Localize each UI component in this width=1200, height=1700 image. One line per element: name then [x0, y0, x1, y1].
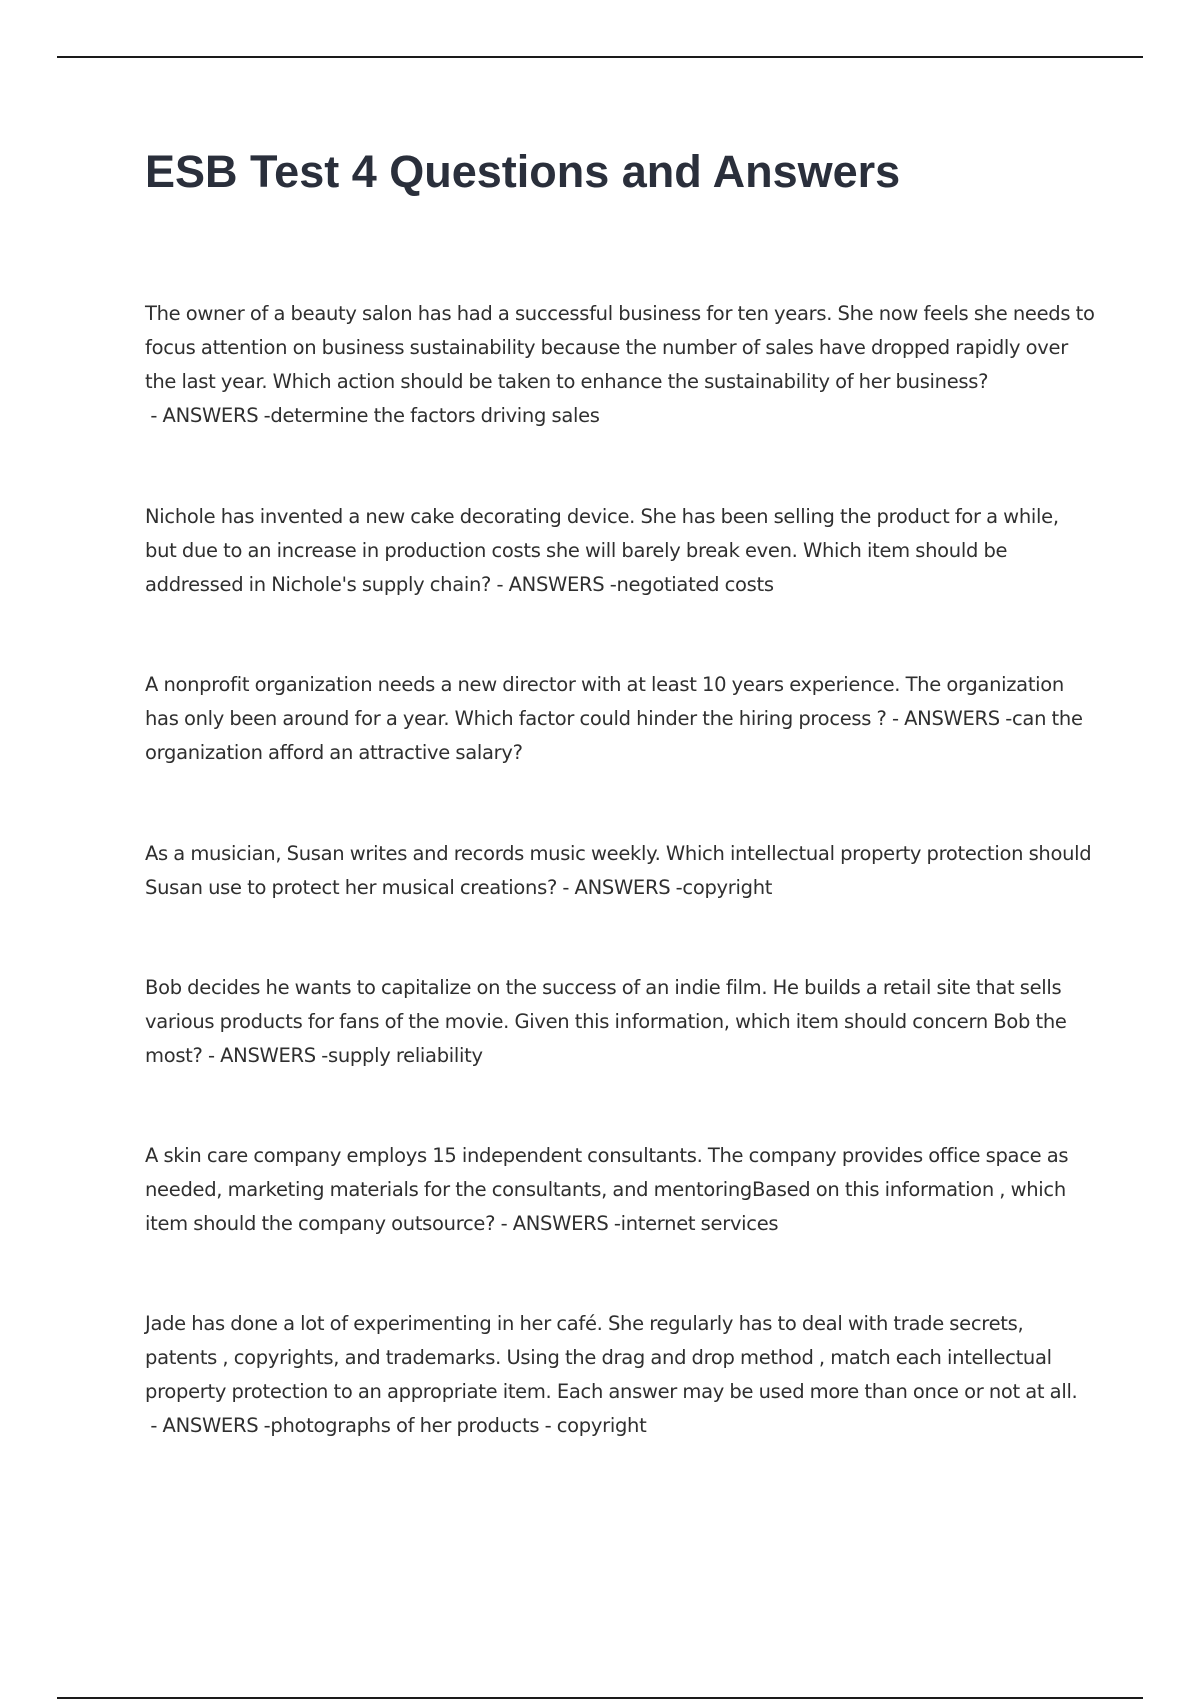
- qa-item: [145, 500, 1095, 602]
- answer-marker: - ANSWERS -: [495, 1212, 621, 1235]
- question-text: As a musician, Susan writes and records music weekly. Which intellectual property protection should Susan use to protect her musical creations?: [145, 842, 1092, 899]
- page-title: ESB Test 4 Questions and Answers: [145, 146, 901, 197]
- answer-marker: - ANSWERS -: [202, 1044, 328, 1067]
- top-rule: [57, 56, 1143, 58]
- answer-text: copyright: [682, 876, 773, 899]
- question-text: A nonprofit organization needs a new director with at least 10 years experience. The organization has only been around for a year. Which factor could hinder the hiring process ?: [145, 673, 1064, 730]
- question-text: Nichole has invented a new cake decorating device. She has been selling the product for a while, but due to an increase in production costs she will barely break even. Which item should be addressed in Nichole's supply chain?: [145, 505, 1059, 596]
- answer-marker: - ANSWERS -: [886, 707, 1013, 730]
- qa-item: [145, 837, 1095, 905]
- qa-item: [145, 971, 1095, 1073]
- answer-text: internet services: [620, 1212, 779, 1235]
- answer-marker: - ANSWERS -: [145, 1414, 271, 1437]
- question-text: A skin care company employs 15 independent consultants. The company provides office space as needed, marketing materials for the consultants, and mentoringBased on this information , which item should the company outsource?: [145, 1144, 1069, 1235]
- qa-item: [145, 668, 1095, 770]
- question-text: The owner of a beauty salon has had a successful business for ten years. She now feels she needs to focus attention on business sustainability because the number of sales have dropped rapidly over the last year. Which action should be taken to enhance the sustainability of her business?: [145, 302, 1095, 393]
- qa-item: [145, 297, 1095, 433]
- answer-text: photographs of her products - copyright: [270, 1414, 647, 1437]
- bottom-rule: [57, 1697, 1143, 1699]
- answer-text: negotiated costs: [616, 573, 774, 596]
- answer-marker: - ANSWERS -: [557, 876, 683, 899]
- answer-text: can the organization afford an attractive salary?: [145, 707, 1083, 764]
- answer-marker: - ANSWERS -: [491, 573, 617, 596]
- question-text: Bob decides he wants to capitalize on the success of an indie film. He builds a retail site that sells various products for fans of the movie. Given this information, which item should concern Bob the most?: [145, 976, 1067, 1067]
- answer-marker: - ANSWERS -: [145, 404, 271, 427]
- qa-item: [145, 1139, 1095, 1241]
- answer-text: determine the factors driving sales: [270, 404, 600, 427]
- question-text: Jade has done a lot of experimenting in her café. She regularly has to deal with trade secrets, patents , copyrights, and trademarks. Using the drag and drop method , match each intellectual property protection to an appropriate item. Each answer may be used more than once or not at all.: [145, 1312, 1078, 1403]
- qa-item: [145, 1307, 1095, 1443]
- answer-text: supply reliability: [328, 1044, 483, 1067]
